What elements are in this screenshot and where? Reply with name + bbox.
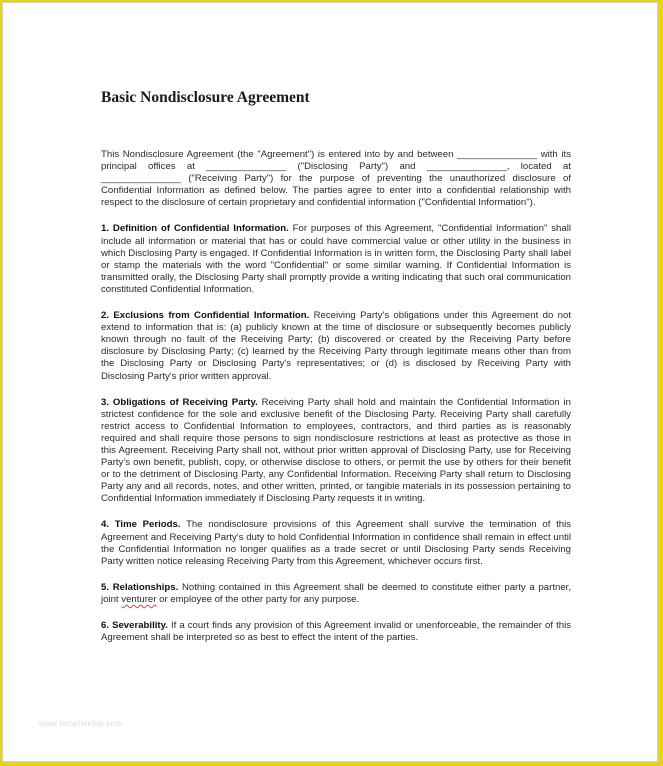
watermark: www.templatelab.com xyxy=(39,719,123,728)
section-5 xyxy=(101,582,571,606)
section-6 xyxy=(101,620,571,644)
section-heading: 2. Exclusions from Confidential Information. xyxy=(101,310,310,322)
section-text: For purposes of this Agreement, "Confidential Information" shall include all information or material that has or could have commercial value or other utility in the business in which Disclosing Party is engaged. If Confidential Information is in written form, the Disclosing Party shall label or stamp the materials with the word "Confidential" or some similar warning. If Confidential Information is transmitted orally, the Disclosing Party shall promptly provide a writing indicating that such oral communication constituted Confidential Information. xyxy=(101,223,571,295)
document-body xyxy=(101,149,571,644)
section-text: Nothing contained in this Agreement shall be deemed to constitute either party a partner, joint xyxy=(101,581,571,605)
section-heading: 4. Time Periods. xyxy=(101,519,181,531)
section-text: Receiving Party shall hold and maintain the Confidential Information in strictest confidence for the sole and exclusive benefit of the Disclosing Party. Receiving Party shall carefully restrict access to Confidential Information to employees, contractors, and third parties as is reasonably required and shall require those persons to sign nondisclosure restrictions at least as protective as those in this Agreement. Receiving Party shall not, without prior written approval of Disclosing Party, use for Receiving Party's own benefit, publish, copy, or otherwise disclose to others, or permit the use by others for their benefit or to the detriment of Disclosing Party, any Confidential Information. Receiving Party shall return to Disclosing Party any and all records, notes, and other written, printed, or tangible materials in its possession pertaining to Confidential Information immediately if Disclosing Party requests it in writing. xyxy=(101,396,572,505)
section-text: The nondisclosure provisions of this Agreement shall survive the termination of this Agreement and Receiving Party's duty to hold Confidential Information in confidence shall remain in effect until the Confidential Information no longer qualifies as a trade secret or until Disclosing Party sends Receiving Party written notice releasing Receiving Party from this Agreement, whichever occurs first. xyxy=(101,519,572,567)
document-page xyxy=(2,2,658,762)
section-2 xyxy=(101,310,571,383)
section-heading: 1. Definition of Confidential Information. xyxy=(101,223,289,235)
section-text: or employee of the other party for any purpose. xyxy=(156,593,360,605)
section-heading: 6. Severability. xyxy=(101,620,168,631)
section-heading: 5. Relationships. xyxy=(101,581,179,593)
spellcheck-marked-word: venturer xyxy=(121,593,157,605)
section-text: If a court finds any provision of this Agreement invalid or unenforceable, the remainder of this Agreement shall be interpreted so as best to effect the intent of the parties. xyxy=(101,620,572,644)
section-4 xyxy=(101,519,571,567)
document-title: Basic Nondisclosure Agreement xyxy=(101,89,310,106)
section-1 xyxy=(101,223,571,296)
section-heading: 3. Obligations of Receiving Party. xyxy=(101,396,258,408)
intro-paragraph: This Nondisclosure Agreement (the "Agreement") is entered into by and between _______________ with its principal offices at _______________ ("Disclosing Party") and _______________, located at _______________ ("Receiving Party") for the purpose of preventing the unauthorized disclosure of Confidential Information as defined below. The parties agree to enter into a confidential relationship with respect to the disclosure of certain proprietary and confidential information ("Confidential Information"). xyxy=(101,149,571,209)
section-3 xyxy=(101,397,571,506)
section-text: Receiving Party's obligations under this Agreement do not extend to information that is: (a) publicly known at the time of disclosure or subsequently becomes publicly known through no fault of the Receiving Party; (b) discovered or created by the Receiving Party before disclosure by Disclosing Party; (c) learned by the Receiving Party through legitimate means other than from the Disclosing Party or Disclosing Party's representatives; or (d) is disclosed by Receiving Party with Disclosing Party's prior written approval. xyxy=(101,310,571,382)
